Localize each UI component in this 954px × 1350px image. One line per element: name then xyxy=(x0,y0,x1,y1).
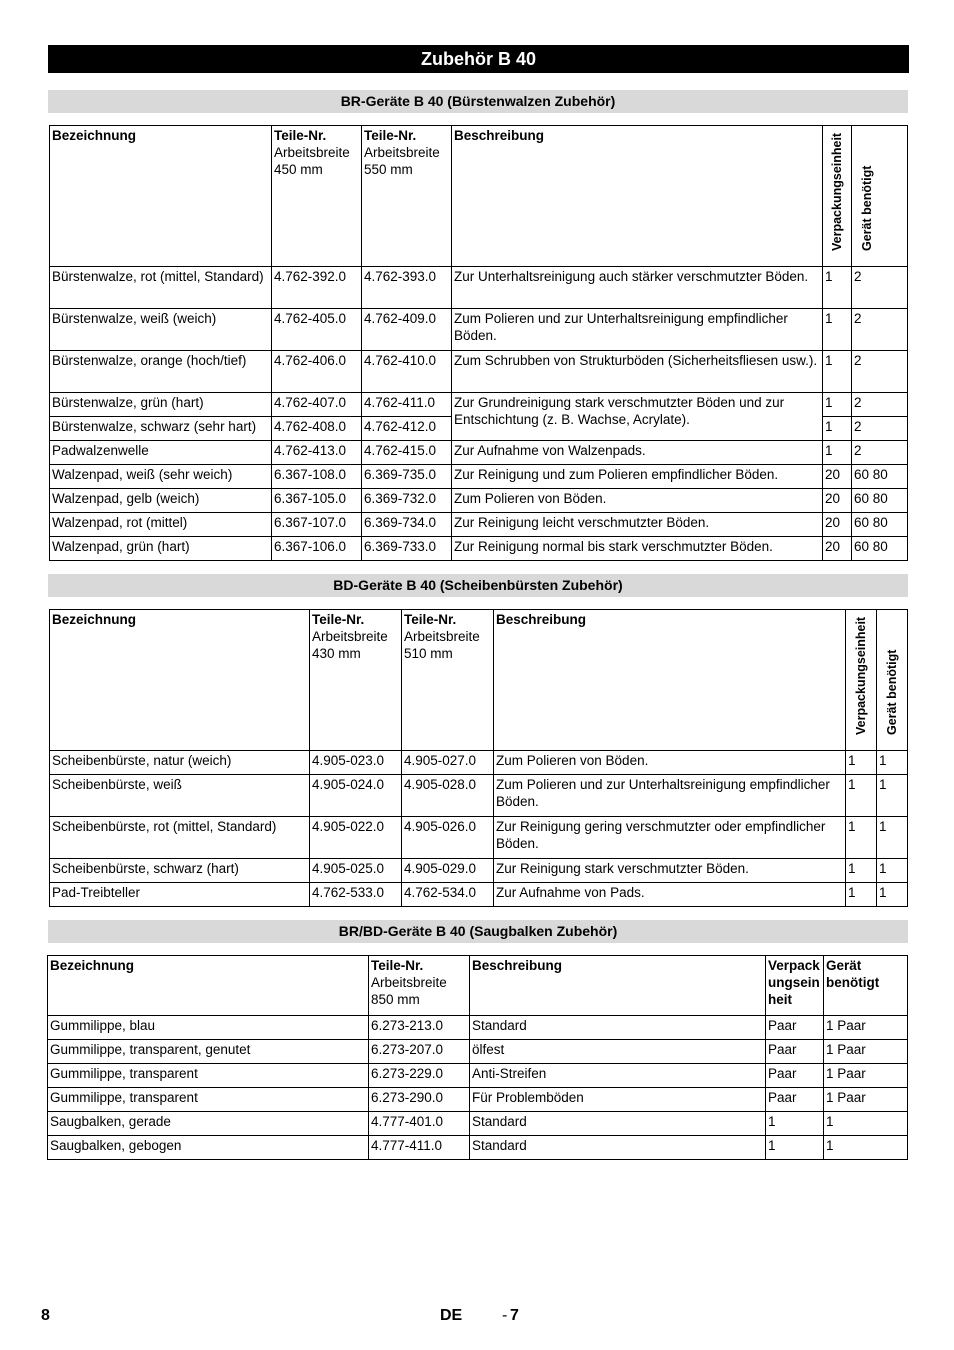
cell-name: Gummilippe, transparent xyxy=(48,1064,369,1088)
cell-desc: Zur Reinigung und zum Polieren empfindlicher Böden. xyxy=(452,465,823,489)
cell-need: 60 80 xyxy=(852,489,908,513)
cell-desc: Standard xyxy=(470,1016,766,1040)
cell-need: 1 xyxy=(877,817,908,859)
page-number: 8 xyxy=(41,1307,50,1324)
cell-need: 60 80 xyxy=(852,513,908,537)
cell-name: Walzenpad, weiß (sehr weich) xyxy=(50,465,272,489)
cell-desc: Zur Reinigung normal bis stark verschmutzter Böden. xyxy=(452,537,823,561)
page-title: Zubehör B 40 xyxy=(48,45,909,73)
table-row xyxy=(50,267,908,309)
cell-name: Saugbalken, gebogen xyxy=(48,1136,369,1160)
table-squeegee-accessories xyxy=(47,955,908,1160)
col-header-part1: Teile-Nr. Arbeitsbreite 430 mm xyxy=(310,610,402,751)
table-header-row xyxy=(50,610,908,751)
cell-part2: 4.905-029.0 xyxy=(402,859,494,883)
col-header-part2: Teile-Nr. Arbeitsbreite 510 mm xyxy=(402,610,494,751)
col-header-need: Gerät benötigt xyxy=(877,610,908,751)
table-row xyxy=(48,1136,908,1160)
table-br-accessories xyxy=(49,125,908,561)
cell-part1: 4.905-024.0 xyxy=(310,775,402,817)
language-code: DE xyxy=(440,1307,463,1324)
cell-name: Scheibenbürste, weiß xyxy=(50,775,310,817)
cell-part1: 4.762-407.0 xyxy=(272,393,362,417)
cell-pack: 1 xyxy=(766,1136,824,1160)
cell-pack: 1 xyxy=(846,775,877,817)
cell-pack: 1 xyxy=(823,267,852,309)
cell-part1: 4.762-406.0 xyxy=(272,351,362,393)
table-row xyxy=(48,1016,908,1040)
cell-part1: 4.762-408.0 xyxy=(272,417,362,441)
cell-part1: 4.762-533.0 xyxy=(310,883,402,907)
cell-part1: 4.905-023.0 xyxy=(310,751,402,775)
cell-part2: 4.762-410.0 xyxy=(362,351,452,393)
col-header-part1: Teile-Nr. Arbeitsbreite 450 mm xyxy=(272,126,362,267)
cell-pack: 1 xyxy=(846,817,877,859)
table-row xyxy=(50,465,908,489)
cell-part1: 4.777-401.0 xyxy=(369,1112,470,1136)
col-header-name: Bezeichnung xyxy=(50,126,272,267)
table-row xyxy=(50,751,908,775)
cell-part1: 4.762-405.0 xyxy=(272,309,362,351)
cell-part1: 4.905-025.0 xyxy=(310,859,402,883)
cell-name: Scheibenbürste, schwarz (hart) xyxy=(50,859,310,883)
cell-need: 2 xyxy=(852,309,908,351)
col-header-pack: Verpackungseinheit xyxy=(823,126,852,267)
table-row xyxy=(50,883,908,907)
cell-part2: 4.762-412.0 xyxy=(362,417,452,441)
cell-part2: 4.905-028.0 xyxy=(402,775,494,817)
cell-need: 2 xyxy=(852,393,908,417)
table-row xyxy=(48,1064,908,1088)
cell-part2: 4.905-026.0 xyxy=(402,817,494,859)
cell-desc: Für Problemböden xyxy=(470,1088,766,1112)
cell-part2: 6.369-733.0 xyxy=(362,537,452,561)
col-header-pack: Verpackungseinheit xyxy=(766,956,824,1016)
cell-name: Padwalzenwelle xyxy=(50,441,272,465)
cell-desc: Zum Polieren und zur Unterhaltsreinigung empfindlicher Böden. xyxy=(494,775,846,817)
cell-part2: 4.762-409.0 xyxy=(362,309,452,351)
cell-desc: Zur Reinigung stark verschmutzter Böden. xyxy=(494,859,846,883)
cell-pack: 1 xyxy=(823,393,852,417)
cell-name: Gummilippe, transparent, genutet xyxy=(48,1040,369,1064)
table-row xyxy=(50,817,908,859)
cell-name: Gummilippe, transparent xyxy=(48,1088,369,1112)
cell-pack: 20 xyxy=(823,513,852,537)
cell-desc: ölfest xyxy=(470,1040,766,1064)
cell-name: Walzenpad, grün (hart) xyxy=(50,537,272,561)
col-header-name: Bezeichnung xyxy=(48,956,369,1016)
col-header-need: Gerät benötigt xyxy=(824,956,908,1016)
cell-pack: Paar xyxy=(766,1040,824,1064)
footer-dash: - xyxy=(502,1307,508,1324)
cell-pack: Paar xyxy=(766,1064,824,1088)
cell-need: 2 xyxy=(852,441,908,465)
cell-part2: 6.369-732.0 xyxy=(362,489,452,513)
cell-part1: 4.905-022.0 xyxy=(310,817,402,859)
cell-part2: 4.762-411.0 xyxy=(362,393,452,417)
cell-pack: 20 xyxy=(823,465,852,489)
cell-need: 1 xyxy=(877,883,908,907)
cell-part1: 6.273-207.0 xyxy=(369,1040,470,1064)
cell-name: Saugbalken, gerade xyxy=(48,1112,369,1136)
cell-need: 2 xyxy=(852,267,908,309)
cell-part2: 4.905-027.0 xyxy=(402,751,494,775)
table-row xyxy=(48,1112,908,1136)
cell-part1: 4.762-413.0 xyxy=(272,441,362,465)
cell-name: Scheibenbürste, rot (mittel, Standard) xyxy=(50,817,310,859)
cell-part2: 6.369-735.0 xyxy=(362,465,452,489)
table-header-row xyxy=(48,956,908,1016)
table-header-row xyxy=(50,126,908,267)
cell-part1: 6.273-290.0 xyxy=(369,1088,470,1112)
cell-need: 60 80 xyxy=(852,465,908,489)
cell-desc: Standard xyxy=(470,1112,766,1136)
cell-desc: Zur Aufnahme von Pads. xyxy=(494,883,846,907)
cell-pack: 1 xyxy=(846,751,877,775)
cell-desc: Anti-Streifen xyxy=(470,1064,766,1088)
cell-part1: 6.367-105.0 xyxy=(272,489,362,513)
cell-need: 1 xyxy=(877,775,908,817)
cell-pack: 1 xyxy=(846,859,877,883)
cell-desc: Zur Reinigung leicht verschmutzter Böden. xyxy=(452,513,823,537)
cell-desc: Zur Aufnahme von Walzenpads. xyxy=(452,441,823,465)
cell-part2: 4.762-393.0 xyxy=(362,267,452,309)
col-header-need: Gerät benötigt xyxy=(852,126,908,267)
cell-part1: 6.367-107.0 xyxy=(272,513,362,537)
cell-pack: 20 xyxy=(823,489,852,513)
section-page-number: 7 xyxy=(510,1307,519,1324)
cell-need: 1 xyxy=(824,1136,908,1160)
section-heading-br: BR-Geräte B 40 (Bürstenwalzen Zubehör) xyxy=(48,90,908,113)
table-row xyxy=(48,1088,908,1112)
cell-name: Bürstenwalze, orange (hoch/tief) xyxy=(50,351,272,393)
table-row xyxy=(50,441,908,465)
cell-name: Bürstenwalze, weiß (weich) xyxy=(50,309,272,351)
cell-name: Walzenpad, gelb (weich) xyxy=(50,489,272,513)
cell-pack: Paar xyxy=(766,1088,824,1112)
cell-part1: 6.273-213.0 xyxy=(369,1016,470,1040)
cell-part1: 6.367-106.0 xyxy=(272,537,362,561)
table-row xyxy=(48,1040,908,1064)
cell-need: 1 xyxy=(824,1112,908,1136)
col-header-desc: Beschreibung xyxy=(470,956,766,1016)
cell-part1: 4.762-392.0 xyxy=(272,267,362,309)
cell-desc: Zum Polieren von Böden. xyxy=(494,751,846,775)
cell-part1: 6.367-108.0 xyxy=(272,465,362,489)
cell-need: 1 Paar xyxy=(824,1088,908,1112)
table-row xyxy=(50,489,908,513)
cell-desc: Zum Polieren von Böden. xyxy=(452,489,823,513)
table-row xyxy=(50,351,908,393)
table-bd-accessories xyxy=(49,609,908,907)
col-header-pack: Verpackungseinheit xyxy=(846,610,877,751)
section-heading-bd: BD-Geräte B 40 (Scheibenbürsten Zubehör) xyxy=(48,574,908,597)
table-row xyxy=(50,775,908,817)
table-row xyxy=(50,309,908,351)
cell-desc: Zum Schrubben von Strukturböden (Sicherheitsfliesen usw.). xyxy=(452,351,823,393)
cell-need: 1 Paar xyxy=(824,1040,908,1064)
cell-desc: Zur Reinigung gering verschmutzter oder empfindlicher Böden. xyxy=(494,817,846,859)
cell-name: Pad-Treibteller xyxy=(50,883,310,907)
cell-pack: 1 xyxy=(846,883,877,907)
cell-name: Gummilippe, blau xyxy=(48,1016,369,1040)
cell-name: Bürstenwalze, grün (hart) xyxy=(50,393,272,417)
cell-desc: Zur Grundreinigung stark verschmutzter Böden und zur Entschichtung (z. B. Wachse, Acrylate). xyxy=(452,393,823,441)
cell-name: Walzenpad, rot (mittel) xyxy=(50,513,272,537)
cell-need: 60 80 xyxy=(852,537,908,561)
cell-pack: 1 xyxy=(823,441,852,465)
cell-pack: 1 xyxy=(823,351,852,393)
cell-name: Scheibenbürste, natur (weich) xyxy=(50,751,310,775)
cell-need: 1 Paar xyxy=(824,1016,908,1040)
cell-pack: 1 xyxy=(823,417,852,441)
cell-need: 2 xyxy=(852,417,908,441)
table-row xyxy=(50,537,908,561)
cell-pack: Paar xyxy=(766,1016,824,1040)
cell-part2: 4.762-534.0 xyxy=(402,883,494,907)
table-row xyxy=(50,393,908,417)
cell-need: 1 xyxy=(877,859,908,883)
col-header-part2: Teile-Nr. Arbeitsbreite 550 mm xyxy=(362,126,452,267)
cell-need: 1 xyxy=(877,751,908,775)
cell-need: 2 xyxy=(852,351,908,393)
cell-part1: 4.777-411.0 xyxy=(369,1136,470,1160)
cell-part2: 4.762-415.0 xyxy=(362,441,452,465)
cell-need: 1 Paar xyxy=(824,1064,908,1088)
cell-pack: 1 xyxy=(766,1112,824,1136)
cell-pack: 1 xyxy=(823,309,852,351)
table-row xyxy=(50,513,908,537)
cell-desc: Standard xyxy=(470,1136,766,1160)
section-heading-brbd: BR/BD-Geräte B 40 (Saugbalken Zubehör) xyxy=(48,920,908,943)
cell-desc: Zur Unterhaltsreinigung auch stärker verschmutzter Böden. xyxy=(452,267,823,309)
col-header-desc: Beschreibung xyxy=(452,126,823,267)
col-header-part1: Teile-Nr. Arbeitsbreite 850 mm xyxy=(369,956,470,1016)
col-header-name: Bezeichnung xyxy=(50,610,310,751)
cell-name: Bürstenwalze, rot (mittel, Standard) xyxy=(50,267,272,309)
cell-part2: 6.369-734.0 xyxy=(362,513,452,537)
cell-desc: Zum Polieren und zur Unterhaltsreinigung empfindlicher Böden. xyxy=(452,309,823,351)
table-row xyxy=(50,859,908,883)
cell-part1: 6.273-229.0 xyxy=(369,1064,470,1088)
col-header-desc: Beschreibung xyxy=(494,610,846,751)
cell-name: Bürstenwalze, schwarz (sehr hart) xyxy=(50,417,272,441)
cell-pack: 20 xyxy=(823,537,852,561)
